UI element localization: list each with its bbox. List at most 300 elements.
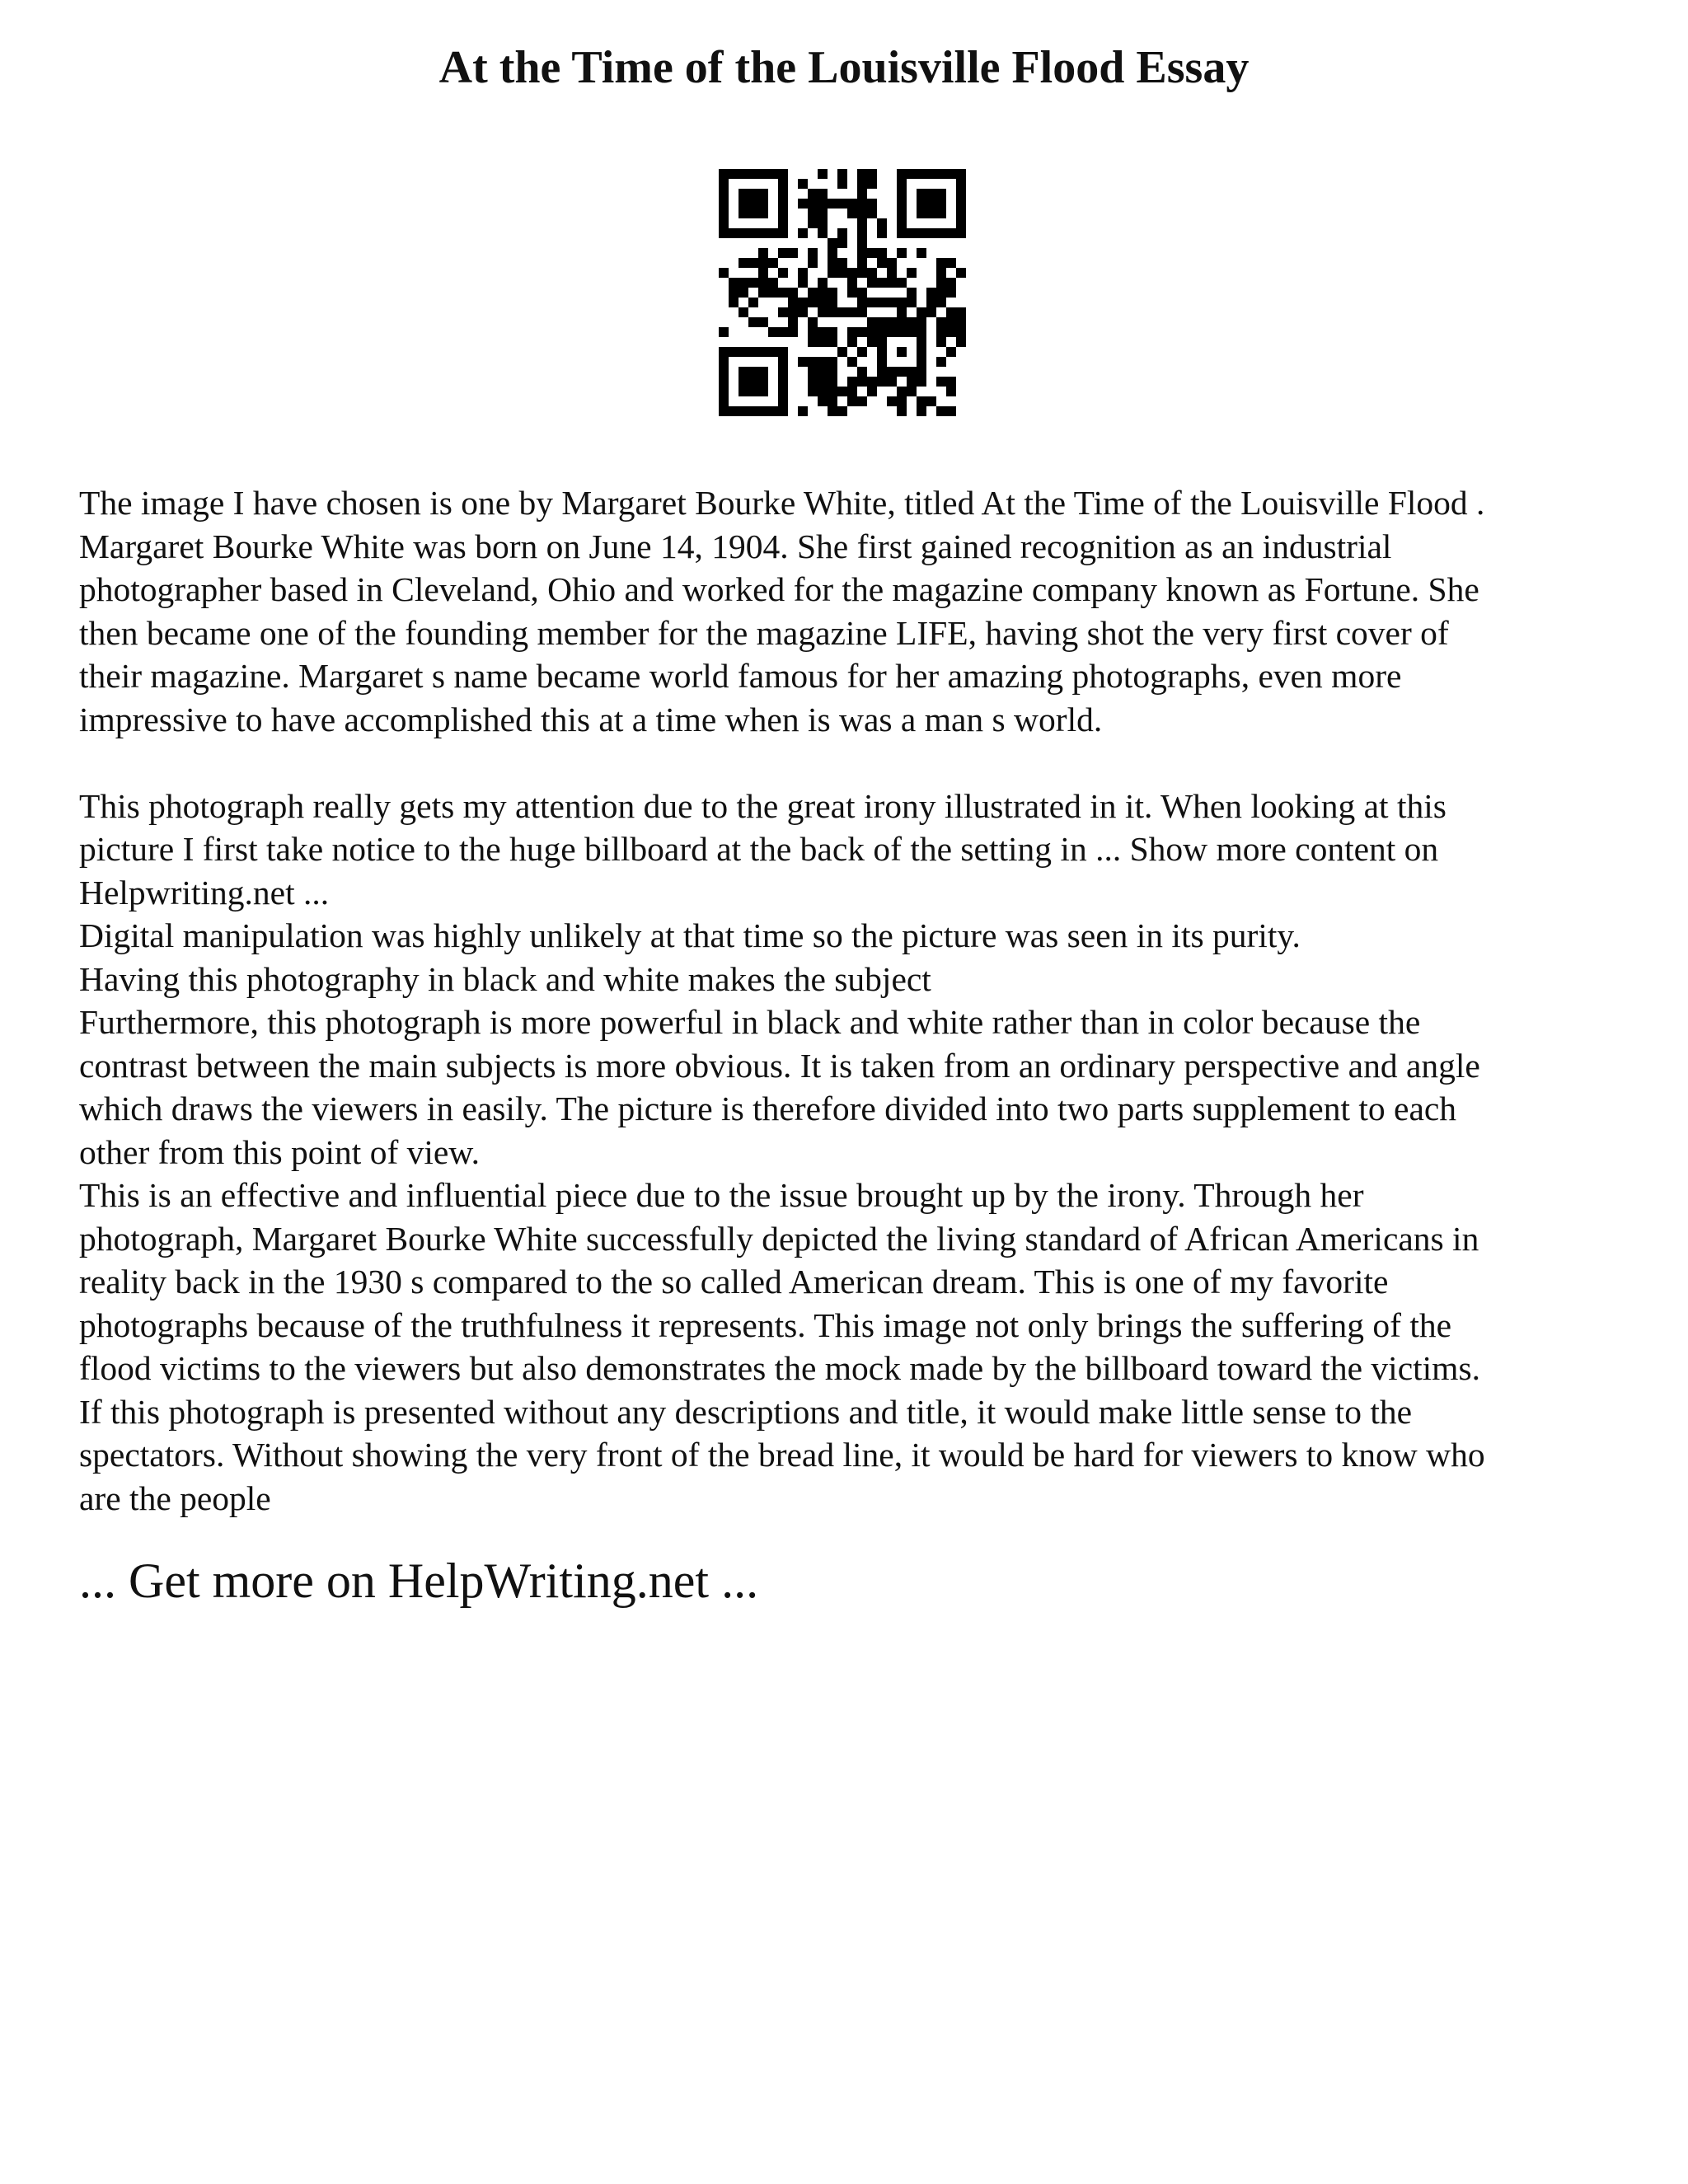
- qr-module: [936, 288, 946, 298]
- qr-module: [917, 199, 926, 209]
- qr-module: [877, 327, 887, 337]
- qr-module: [837, 238, 847, 248]
- qr-module: [798, 179, 808, 189]
- text-line: contrast between the main subjects is more obvious. It is taken from an ordinary perspective and angle: [79, 1046, 1480, 1085]
- qr-module: [818, 169, 828, 179]
- qr-module: [837, 169, 847, 179]
- qr-module: [867, 199, 877, 209]
- qr-module: [738, 278, 748, 288]
- qr-module: [917, 357, 926, 367]
- qr-module: [867, 209, 877, 218]
- qr-module: [857, 218, 867, 228]
- qr-module: [758, 387, 768, 396]
- qr-module: [897, 396, 907, 406]
- qr-module: [768, 327, 778, 337]
- qr-module: [719, 327, 729, 337]
- qr-module: [917, 169, 926, 179]
- qr-module: [847, 387, 857, 396]
- qr-module: [907, 327, 917, 337]
- qr-module: [847, 278, 857, 288]
- qr-module: [818, 288, 828, 298]
- qr-module: [828, 268, 837, 278]
- qr-module: [956, 228, 966, 238]
- qr-module: [798, 307, 808, 317]
- qr-module: [719, 199, 729, 209]
- qr-module: [837, 387, 847, 396]
- qr-module: [857, 228, 867, 238]
- qr-module: [788, 298, 798, 307]
- text-line: are the people: [79, 1479, 271, 1517]
- qr-module: [917, 317, 926, 327]
- qr-module: [936, 209, 946, 218]
- qr-module: [748, 347, 758, 357]
- qr-module: [758, 169, 768, 179]
- qr-module: [837, 268, 847, 278]
- qr-module: [837, 228, 847, 238]
- qr-module: [936, 258, 946, 268]
- qr-module: [729, 347, 738, 357]
- qr-module: [719, 179, 729, 189]
- qr-module: [936, 278, 946, 288]
- qr-module: [867, 377, 877, 387]
- qr-module: [818, 357, 828, 367]
- qr-module: [936, 169, 946, 179]
- qr-module: [897, 387, 907, 396]
- qr-module: [936, 327, 946, 337]
- qr-module: [907, 169, 917, 179]
- qr-module: [936, 357, 946, 367]
- qr-module: [926, 169, 936, 179]
- text-line: then became one of the founding member for the magazine LIFE, having shot the very first cover of: [79, 613, 1449, 652]
- qr-module: [847, 327, 857, 337]
- qr-module: [778, 209, 788, 218]
- qr-module: [828, 396, 837, 406]
- qr-module: [877, 278, 887, 288]
- qr-module: [887, 377, 897, 387]
- qr-module: [867, 248, 877, 258]
- qr-module: [729, 169, 738, 179]
- qr-module: [768, 169, 778, 179]
- text-line: reality back in the 1930 s compared to the so called American dream. This is one of my favorite: [79, 1263, 1389, 1301]
- qr-module: [828, 406, 837, 416]
- qr-module: [877, 347, 887, 357]
- qr-module: [837, 179, 847, 189]
- qr-module: [778, 199, 788, 209]
- qr-module: [877, 317, 887, 327]
- qr-module: [907, 377, 917, 387]
- text-line: photographer based in Cleveland, Ohio and worked for the magazine company known as Fortune. She: [79, 570, 1479, 608]
- qr-module: [778, 387, 788, 396]
- qr-module: [857, 189, 867, 199]
- qr-module: [808, 209, 818, 218]
- qr-module: [926, 228, 936, 238]
- qr-module: [867, 298, 877, 307]
- qr-module: [719, 347, 729, 357]
- qr-module: [788, 288, 798, 298]
- qr-module: [808, 357, 818, 367]
- qr-module: [867, 327, 877, 337]
- qr-module: [768, 347, 778, 357]
- text-line: photograph, Margaret Bourke White successfully depicted the living standard of African Americans in: [79, 1219, 1479, 1258]
- text-line: Margaret Bourke White was born on June 14, 1904. She first gained recognition as an industrial: [79, 527, 1392, 565]
- qr-module: [897, 248, 907, 258]
- qr-module: [808, 258, 818, 268]
- qr-module: [818, 298, 828, 307]
- qr-module: [778, 189, 788, 199]
- qr-module: [936, 377, 946, 387]
- qr-module: [808, 387, 818, 396]
- qr-module: [768, 278, 778, 288]
- qr-module: [748, 387, 758, 396]
- qr-module: [788, 327, 798, 337]
- qr-module: [729, 298, 738, 307]
- qr-module: [897, 218, 907, 228]
- get-more-link[interactable]: ... Get more on HelpWriting.net ...: [79, 1554, 759, 1608]
- qr-module: [926, 288, 936, 298]
- qr-module: [857, 327, 867, 337]
- qr-module: [828, 258, 837, 268]
- qr-module: [956, 199, 966, 209]
- qr-module: [877, 258, 887, 268]
- qr-module: [778, 367, 788, 377]
- qr-module: [887, 317, 897, 327]
- qr-module: [847, 209, 857, 218]
- qr-module: [917, 307, 926, 317]
- qr-module: [748, 377, 758, 387]
- qr-module: [748, 228, 758, 238]
- qr-module: [738, 307, 748, 317]
- qr-module: [936, 189, 946, 199]
- qr-module: [926, 307, 936, 317]
- qr-module: [936, 317, 946, 327]
- qr-module: [867, 179, 877, 189]
- qr-module: [847, 199, 857, 209]
- qr-module: [748, 209, 758, 218]
- qr-module: [778, 396, 788, 406]
- qr-module: [847, 377, 857, 387]
- qr-module: [738, 367, 748, 377]
- qr-module: [778, 268, 788, 278]
- page-title: At the Time of the Louisville Flood Essay: [438, 42, 1250, 93]
- qr-module: [877, 218, 887, 228]
- qr-module: [778, 169, 788, 179]
- qr-module: [897, 367, 907, 377]
- qr-module: [818, 337, 828, 347]
- qr-module: [837, 199, 847, 209]
- qr-module: [877, 377, 887, 387]
- qr-module: [719, 218, 729, 228]
- text-line: other from this point of view.: [79, 1132, 481, 1171]
- qr-module: [808, 367, 818, 377]
- qr-module: [778, 218, 788, 228]
- qr-module: [738, 209, 748, 218]
- qr-module: [897, 169, 907, 179]
- qr-module: [778, 406, 788, 416]
- text-line: flood victims to the viewers but also demonstrates the mock made by the billboard toward the victims.: [79, 1349, 1480, 1387]
- qr-module: [857, 396, 867, 406]
- qr-module: [917, 327, 926, 337]
- qr-module: [917, 248, 926, 258]
- text-line: This is an effective and influential piece due to the issue brought up by the irony. Through her: [79, 1176, 1364, 1214]
- text-line: which draws the viewers in easily. The picture is therefore divided into two parts supplement to each: [79, 1090, 1457, 1127]
- qr-module: [719, 357, 729, 367]
- qr-module: [719, 268, 729, 278]
- qr-module: [738, 169, 748, 179]
- paragraph-spacer: [79, 741, 1629, 785]
- qr-module: [887, 367, 897, 377]
- qr-module: [946, 278, 956, 288]
- qr-module: [897, 189, 907, 199]
- qr-module: [887, 268, 897, 278]
- qr-module: [926, 396, 936, 406]
- paragraph-intro: [79, 481, 1629, 741]
- text-line: photographs because of the truthfulness it represents. This image not only brings the suffering of the: [79, 1305, 1452, 1344]
- qr-module: [956, 169, 966, 179]
- qr-module: [748, 199, 758, 209]
- text-line: their magazine. Margaret s name became world famous for her amazing photographs, even more: [79, 657, 1402, 695]
- qr-module: [729, 406, 738, 416]
- qr-module: [828, 248, 837, 258]
- qr-module: [818, 278, 828, 288]
- qr-module: [798, 406, 808, 416]
- qr-module: [847, 268, 857, 278]
- text-line: spectators. Without showing the very front of the bread line, it would be hard for viewers to know who: [79, 1436, 1485, 1474]
- qr-module: [897, 228, 907, 238]
- qr-module: [907, 387, 917, 396]
- qr-module: [857, 258, 867, 268]
- qr-module: [946, 387, 956, 396]
- qr-module: [956, 337, 966, 347]
- qr-module: [738, 288, 748, 298]
- qr-module: [719, 228, 729, 238]
- qr-module: [758, 278, 768, 288]
- qr-module: [956, 209, 966, 218]
- qr-module: [917, 189, 926, 199]
- qr-module: [897, 317, 907, 327]
- qr-module: [897, 278, 907, 288]
- qr-module: [748, 406, 758, 416]
- qr-module: [758, 268, 768, 278]
- qr-module: [808, 317, 818, 327]
- qr-module: [917, 377, 926, 387]
- qr-module: [738, 377, 748, 387]
- qr-module: [897, 209, 907, 218]
- qr-module: [956, 327, 966, 337]
- qr-module: [847, 357, 857, 367]
- text-line: Having this photography in black and white makes the subject: [79, 959, 931, 998]
- text-line: Helpwriting.net ...: [79, 873, 330, 912]
- qr-module: [798, 357, 808, 367]
- qr-module: [758, 406, 768, 416]
- qr-module: [867, 337, 877, 347]
- qr-module: [857, 268, 867, 278]
- qr-module: [946, 327, 956, 337]
- qr-module: [917, 209, 926, 218]
- qr-module: [917, 396, 926, 406]
- qr-module: [748, 298, 758, 307]
- qr-module: [808, 218, 818, 228]
- qr-module: [748, 258, 758, 268]
- qr-module: [808, 288, 818, 298]
- qr-module: [738, 347, 748, 357]
- qr-module: [768, 228, 778, 238]
- qr-module: [946, 307, 956, 317]
- qr-module: [818, 387, 828, 396]
- qr-module: [877, 298, 887, 307]
- qr-module: [758, 199, 768, 209]
- qr-module: [798, 298, 808, 307]
- qr-module: [748, 278, 758, 288]
- qr-module: [956, 307, 966, 317]
- qr-module: [818, 189, 828, 199]
- qr-module: [887, 258, 897, 268]
- qr-module: [837, 307, 847, 317]
- qr-module: [857, 169, 867, 179]
- qr-module: [956, 179, 966, 189]
- qr-module: [936, 337, 946, 347]
- text-line: picture I first take notice to the huge billboard at the back of the setting in ... Show more content on: [79, 830, 1439, 868]
- qr-module: [738, 199, 748, 209]
- qr-module: [798, 199, 808, 209]
- qr-module: [907, 298, 917, 307]
- qr-module: [877, 357, 887, 367]
- qr-module: [946, 377, 956, 387]
- text-line: Furthermore, this photograph is more powerful in black and white rather than in color because the: [79, 1003, 1421, 1041]
- qr-module: [857, 288, 867, 298]
- qr-module: [758, 228, 768, 238]
- qr-module: [926, 298, 936, 307]
- qr-module: [719, 209, 729, 218]
- qr-module: [946, 347, 956, 357]
- qr-module: [788, 248, 798, 258]
- qr-module: [907, 288, 917, 298]
- qr-module: [897, 298, 907, 307]
- qr-module: [917, 337, 926, 347]
- qr-module: [758, 347, 768, 357]
- qr-module: [828, 238, 837, 248]
- qr-module: [887, 396, 897, 406]
- qr-module: [857, 238, 867, 248]
- qr-module: [778, 347, 788, 357]
- qr-module: [729, 288, 738, 298]
- qr-module: [946, 228, 956, 238]
- qr-module: [719, 377, 729, 387]
- qr-module: [907, 367, 917, 377]
- qr-module: [818, 377, 828, 387]
- qr-module: [798, 228, 808, 238]
- qr-module: [907, 317, 917, 327]
- qr-module: [897, 406, 907, 416]
- qr-module: [926, 199, 936, 209]
- qr-module: [808, 199, 818, 209]
- qr-module: [768, 288, 778, 298]
- qr-module: [877, 228, 887, 238]
- qr-module: [758, 209, 768, 218]
- qr-module: [768, 406, 778, 416]
- qr-module: [748, 317, 758, 327]
- qr-module: [738, 406, 748, 416]
- qr-module: [828, 337, 837, 347]
- paragraph-analysis: [79, 785, 1629, 1521]
- qr-module: [828, 367, 837, 377]
- qr-module: [897, 307, 907, 317]
- qr-module: [818, 396, 828, 406]
- qr-module: [936, 268, 946, 278]
- qr-module: [837, 406, 847, 416]
- qr-module: [748, 367, 758, 377]
- qr-module: [936, 298, 946, 307]
- qr-module: [897, 179, 907, 189]
- qr-module: [857, 347, 867, 357]
- qr-module: [818, 307, 828, 317]
- qr-module: [778, 179, 788, 189]
- qr-module: [837, 347, 847, 357]
- qr-module: [936, 199, 946, 209]
- qr-module: [808, 189, 818, 199]
- qr-module: [946, 406, 956, 416]
- qr-module: [857, 307, 867, 317]
- qr-module: [758, 317, 768, 327]
- qr-module: [778, 248, 788, 258]
- qr-module: [887, 298, 897, 307]
- qr-module: [857, 199, 867, 209]
- qr-module: [917, 406, 926, 416]
- qr-module: [897, 199, 907, 209]
- qr-module: [729, 278, 738, 288]
- qr-module: [956, 268, 966, 278]
- qr-module: [897, 347, 907, 357]
- qr-module: [917, 228, 926, 238]
- qr-module: [867, 268, 877, 278]
- qr-module: [719, 396, 729, 406]
- qr-module: [818, 209, 828, 218]
- qr-module: [867, 387, 877, 396]
- qr-module: [719, 406, 729, 416]
- qr-module: [857, 209, 867, 218]
- qr-module: [946, 258, 956, 268]
- qr-module: [946, 288, 956, 298]
- qr-module: [936, 228, 946, 238]
- qr-module: [828, 199, 837, 209]
- qr-module: [808, 327, 818, 337]
- qr-module: [748, 189, 758, 199]
- qr-module: [828, 387, 837, 396]
- qr-module: [778, 307, 788, 317]
- qr-module: [738, 258, 748, 268]
- qr-module: [788, 307, 798, 317]
- qr-module: [798, 278, 808, 288]
- qr-module: [828, 307, 837, 317]
- qr-module: [808, 377, 818, 387]
- qr-module: [877, 367, 887, 377]
- qr-module: [867, 278, 877, 288]
- qr-module: [867, 169, 877, 179]
- qr-module: [917, 367, 926, 377]
- qr-module: [917, 347, 926, 357]
- qr-module: [758, 377, 768, 387]
- qr-module: [758, 189, 768, 199]
- qr-module: [857, 248, 867, 258]
- qr-module: [758, 248, 768, 258]
- qr-module: [719, 189, 729, 199]
- qr-module: [818, 327, 828, 337]
- qr-module: [897, 327, 907, 337]
- qr-module: [946, 169, 956, 179]
- qr-module: [808, 337, 818, 347]
- qr-module: [828, 357, 837, 367]
- qr-module: [828, 327, 837, 337]
- qr-module: [768, 258, 778, 268]
